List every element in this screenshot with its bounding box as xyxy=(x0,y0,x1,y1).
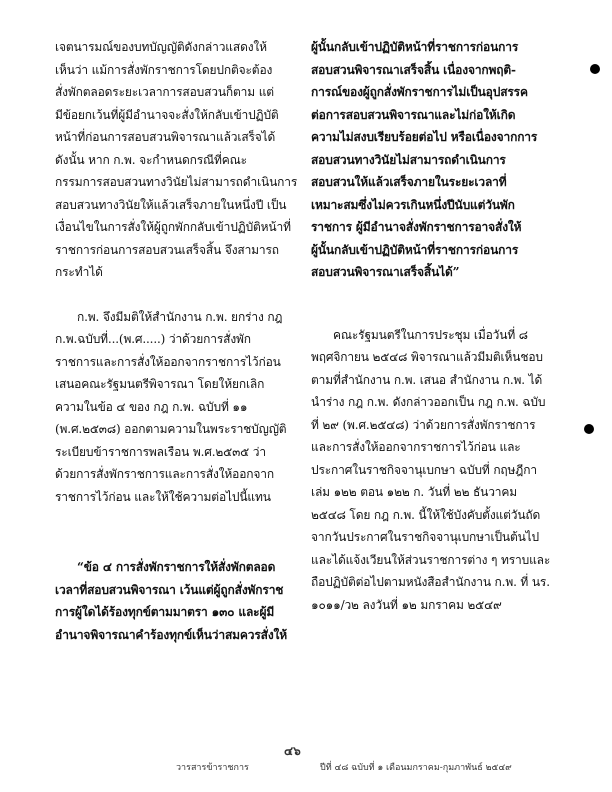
text-line: นำร่าง กฎ ก.พ. ดังกล่าวออกเป็น กฎ ก.พ. ฉบับ xyxy=(311,395,546,409)
text-line: ก.พ. จึงมีมติให้สำนักงาน ก.พ. ยกร่าง กฎ xyxy=(77,309,283,324)
text-line: เหมาะสมซึ่งไม่ควรเกินหนึ่งปีนับแต่วันพัก xyxy=(311,197,515,212)
text-line: ความไม่สงบเรียบร้อยต่อไป หรือเนื่องจากการ xyxy=(311,130,538,144)
text-line: สอบสวนให้แล้วเสร็จภายในระยะเวลาที่ xyxy=(311,175,507,189)
text-line: การณ์ของผู้ถูกสั่งพักราชการไม่เป็นอุปสรรค xyxy=(311,85,528,99)
text-line: คณะรัฐมนตรีในการประชุม เมื่อวันที่ ๘ xyxy=(333,327,528,342)
text-line: สอบสวนพิจารณาเสร็จสิ้นได้” xyxy=(311,265,460,279)
text-line: มีข้อยกเว้นที่ผู้มีอำนาจจะสั่งให้กลับเข้าปฏิบัติ xyxy=(55,107,279,122)
text-line: ตามที่สำนักงาน ก.พ. เสนอ สำนักงาน ก.พ. ได้ xyxy=(311,372,543,387)
text-line: ด้วยการสั่งพักราชการและการสั่งให้ออกจาก xyxy=(55,467,274,481)
text-line: ราชการ ผู้มีอำนาจสั่งพักราชการอาจสั่งให้ xyxy=(311,220,522,234)
page-number: ๔๖ xyxy=(284,744,301,758)
text-line: อำนาจพิจารณาคำร้องทุกข์เห็นว่าสมควรสั่งให้ xyxy=(55,627,288,642)
text-line: ราชการและการสั่งให้ออกจากราชการไว้ก่อน xyxy=(55,354,281,369)
text-line: ๒๕๔๘ โดย กฎ ก.พ. นี้ให้ใช้บังคับตั้งแต่วันถัด xyxy=(311,507,541,522)
text-line: เวลาที่สอบสวนพิจารณา เว้นแต่ผู้ถูกสั่งพักราช xyxy=(55,582,284,597)
binder-hole-mark xyxy=(584,424,594,434)
text-line: กระทำได้ xyxy=(55,265,103,279)
paragraph-resolution xyxy=(55,306,307,509)
text-line: สอบสวนทางวินัยให้แล้วเสร็จภายในหนึ่งปี เป็น xyxy=(55,197,287,212)
text-line: ที่ ๒๙ (พ.ศ.๒๕๔๘) ว่าด้วยการสั่งพักราชการ xyxy=(311,417,536,432)
text-line: (พ.ศ.๒๕๓๘) ออกตามความในพระราชบัญญัติ xyxy=(55,422,287,436)
text-line: การผู้ใดได้ร้องทุกข์ตามมาตรา ๑๓๐ และผู้มี xyxy=(55,605,275,619)
text-line: ก.พ.ฉบับที่...(พ.ศ.....) ว่าด้วยการสั่งพัก xyxy=(55,332,251,346)
right-column xyxy=(311,36,563,616)
text-line: ดังนั้น หาก ก.พ. จะกำหนดกรณีที่คณะ xyxy=(55,152,247,167)
text-line: เงื่อนไขในการสั่งให้ผู้ถูกพักกลับเข้าปฏิบัติหน้าที่ xyxy=(55,220,291,234)
text-line: และการสั่งให้ออกจากราชการไว้ก่อน และ xyxy=(311,440,521,454)
text-line: เห็นว่า แม้การสั่งพักราชการโดยปกติจะต้อง xyxy=(55,62,273,77)
text-line: ราชการก่อนการสอบสวนเสร็จสิ้น จึงสามารถ xyxy=(55,242,279,257)
text-line: “ข้อ ๔ การสั่งพักราชการให้สั่งพักตลอด xyxy=(77,560,276,574)
text-line: ต่อการสอบสวนพิจารณาและไม่ก่อให้เกิด xyxy=(311,107,516,122)
text-line: เจตนารมณ์ของบทบัญญัติดังกล่าวแสดงให้ xyxy=(55,40,267,54)
text-line: หน้าที่ก่อนการสอบสวนพิจารณาแล้วเสร็จได้ xyxy=(55,130,276,144)
text-line: เล่ม ๑๒๒ ตอน ๑๒๒ ก. วันที่ ๒๒ ธันวาคม xyxy=(311,485,518,499)
text-line: ๑๐๑๑/ว๒ ลงวันที่ ๑๒ มกราคม ๒๕๔๙ xyxy=(311,597,502,612)
issue-info: ปีที่ ๔๘ ฉบับที่ ๑ เดือนมกราคม-กุมภาพันธ์ ๒๕๔๙ xyxy=(320,763,512,773)
text-line: จากวันประกาศในราชกิจจานุเบกษาเป็นต้นไป xyxy=(311,530,540,544)
text-line: กรรมการสอบสวนทางวินัยไม่สามารถดำเนินการ xyxy=(55,175,298,189)
text-line: ถือปฏิบัติต่อไปตามหนังสือสำนักงาน ก.พ. ที่ นร. xyxy=(311,575,550,589)
page-footer xyxy=(0,742,612,782)
journal-name: วารสารข้าราชการ xyxy=(176,763,249,773)
text-line: ผู้นั้นกลับเข้าปฏิบัติหน้าที่ราชการก่อนการ xyxy=(311,242,519,257)
text-line: ผู้นั้นกลับเข้าปฏิบัติหน้าที่ราชการก่อนการ xyxy=(311,40,519,54)
text-line: ความในข้อ ๔ ของ กฎ ก.พ. ฉบับที่ ๑๑ xyxy=(55,399,248,414)
text-line: พฤศจิกายน ๒๕๔๘ พิจารณาแล้วมีมติเห็นชอบ xyxy=(311,350,543,364)
text-line: ระเบียบข้าราชการพลเรือน พ.ศ.๒๕๓๕ ว่า xyxy=(55,444,266,459)
text-line: ประกาศในราชกิจจานุเบกษา ฉบับที่ กฤษฎีกา xyxy=(311,462,537,477)
text-line: สอบสวนทางวินัยไม่สามารถดำเนินการ xyxy=(311,152,506,167)
quoted-clause-continued xyxy=(311,36,563,284)
text-line: ราชการไว้ก่อน และให้ใช้ความต่อไปนี้แทน xyxy=(55,489,271,504)
left-column xyxy=(55,36,307,646)
text-line: สอบสวนพิจารณาเสร็จสิ้น เนื่องจากพฤติ- xyxy=(311,62,516,77)
quoted-clause xyxy=(55,556,307,646)
text-line: สั่งพักตลอดระยะเวลาการสอบสวนก็ตาม แต่ xyxy=(55,85,274,99)
text-line: เสนอคณะรัฐมนตรีพิจารณา โดยให้ยกเลิก xyxy=(55,377,265,391)
binder-hole-mark xyxy=(590,64,600,74)
paragraph-cabinet xyxy=(311,324,563,617)
paragraph-rationale xyxy=(55,36,307,284)
text-line: และได้แจ้งเวียนให้ส่วนราชการต่าง ๆ ทราบและ xyxy=(311,552,551,567)
